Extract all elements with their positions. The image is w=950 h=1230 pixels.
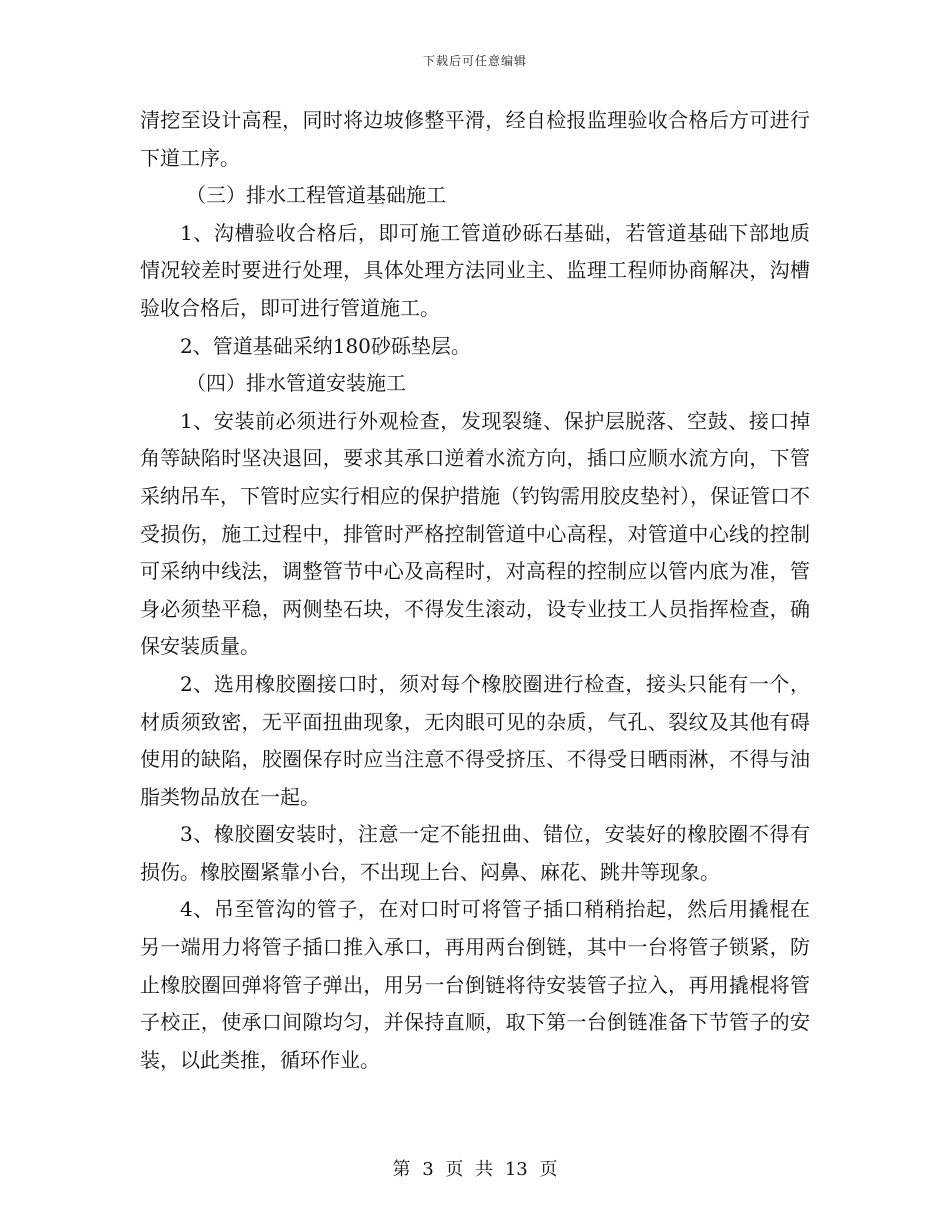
- paragraph: 1、沟槽验收合格后，即可施工管道砂砾石基础，若管道基础下部地质情况较差时要进行处理，具体处理方法同业主、监理工程师协商解决，沟槽验收合格后，即可进行管道施工。: [140, 220, 810, 320]
- paragraph: 2、管道基础采纳180砂砾垫层。: [180, 333, 471, 358]
- section-heading-4: （四）排水管道安装施工: [186, 371, 406, 396]
- paragraph: 4、吊至管沟的管子，在对口时可将管子插口稍稍抬起，然后用撬棍在另一端用力将管子插口推入承口，再用两台倒链，其中一台将管子锁紧，防止橡胶圈回弹将管子弹出，用另一台倒链将待安装管子拉入，再用撬棍将管子校正，使承口间隙均匀，并保持直顺，取下第一台倒链准备下节管子的安装，以此类推，循环作业。: [140, 897, 810, 1072]
- paragraph-continuation: 清挖至设计高程，同时将边坡修整平滑，经自检报监理验收合格后方可进行下道工序。: [140, 108, 810, 170]
- page-number: 第 3 页 共 13 页: [392, 1159, 558, 1180]
- document-body: [140, 102, 810, 1079]
- paragraph: 2、选用橡胶圈接口时，须对每个橡胶圈进行检查，接头只能有一个，材质须致密，无平面扭曲现象，无肉眼可见的杂质，气孔、裂纹及其他有碍使用的缺陷，胶圈保存时应当注意不得受挤压、不得受日晒雨淋，不得与油脂类物品放在一起。: [140, 671, 810, 809]
- paragraph: 3、橡胶圈安装时，注意一定不能扭曲、错位，安装好的橡胶圈不得有损伤。橡胶圈紧靠小台，不出现上台、闷鼻、麻花、跳井等现象。: [140, 822, 810, 884]
- section-heading-3: （三）排水工程管道基础施工: [186, 183, 446, 208]
- paragraph: 1、安装前必须进行外观检查，发现裂缝、保护层脱落、空鼓、接口掉角等缺陷时坚决退回，要求其承口逆着水流方向，插口应顺水流方向，下管采纳吊车，下管时应实行相应的保护措施（钓钩需用胶皮垫衬），保证管口不受损伤，施工过程中，排管时严格控制管道中心高程，对管道中心线的控制可采纳中线法，调整管节中心及高程时，对高程的控制应以管内底为准，管身必须垫平稳，两侧垫石块，不得发生滚动，设专业技工人员指挥检查，确保安装质量。: [140, 408, 810, 659]
- page-header: 下载后可任意编辑: [422, 54, 527, 68]
